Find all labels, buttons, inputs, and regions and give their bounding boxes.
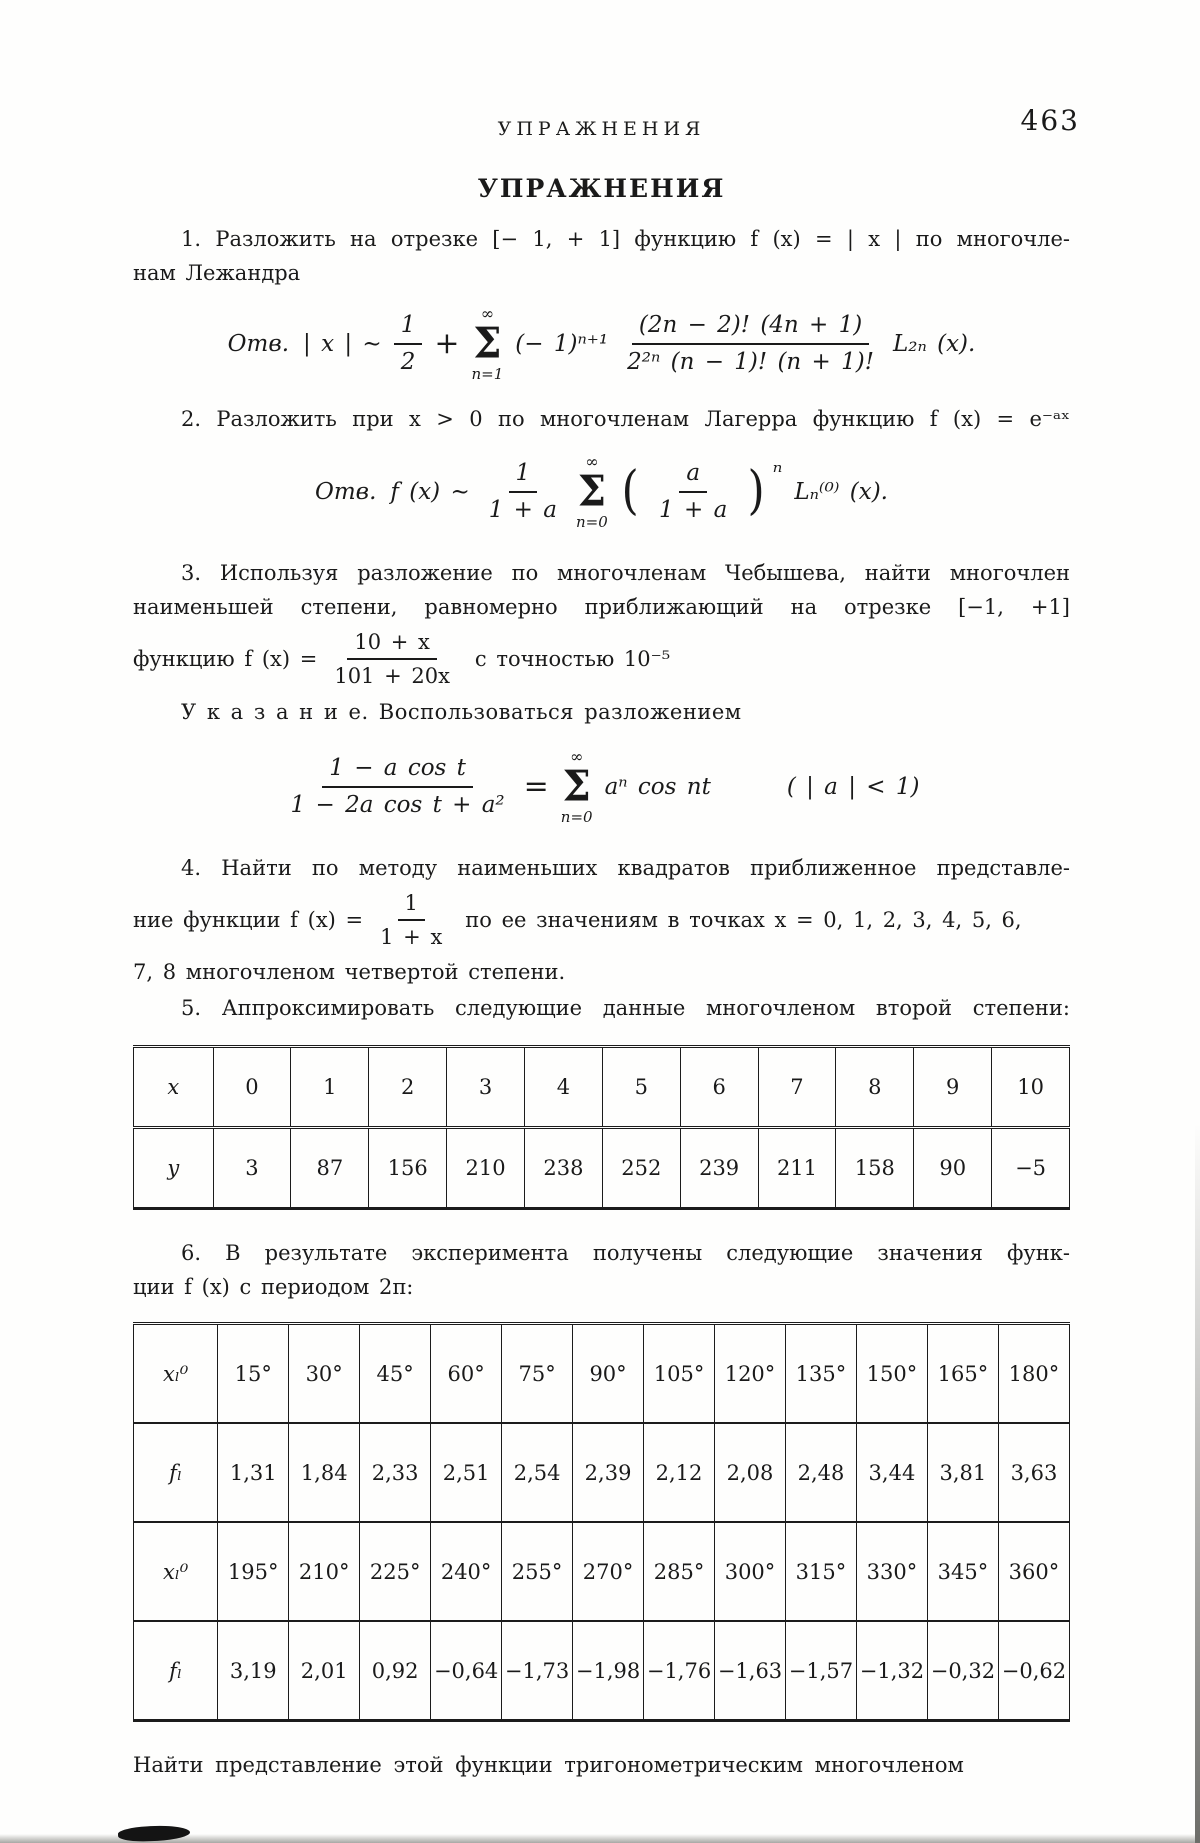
exercise-5-line-1: 5. Аппроксимировать следующие данные многочленом второй степени: — [181, 996, 1070, 1021]
table-cell: 2,01 — [289, 1621, 360, 1721]
exercise-2-line-1: 2. Разложить при x > 0 по многочленам Лагерра функцию f (x) = e⁻ᵃˣ — [181, 407, 1070, 431]
summation — [576, 454, 608, 530]
exercise-4-line-1: 4. Найти по методу наименьших квадратов приближенное представле- — [181, 855, 1070, 880]
table-cell: 6 — [680, 1047, 758, 1128]
table-cell: 45° — [360, 1324, 431, 1424]
table-cell: 345° — [927, 1522, 998, 1621]
table-cell: 210° — [289, 1522, 360, 1621]
table-cell: 60° — [431, 1324, 502, 1424]
section-title: УПРАЖНЕНИЯ — [477, 174, 726, 203]
table-row — [134, 1047, 1070, 1128]
table-cell: −0,62 — [998, 1621, 1069, 1721]
table-cell: 0,92 — [360, 1621, 431, 1721]
table-cell: 239 — [680, 1128, 758, 1209]
fraction-numerator: 1 — [509, 458, 538, 493]
fraction — [652, 458, 734, 526]
formula-lhs: f (x) ∼ — [390, 479, 470, 505]
table-cell: 180° — [998, 1324, 1069, 1424]
table-cell: −5 — [992, 1128, 1070, 1209]
table-row — [134, 1621, 1070, 1721]
sigma-symbol: Σ — [562, 761, 591, 811]
answer-label: Отв. — [315, 479, 377, 505]
table-cell: 2,39 — [573, 1423, 644, 1522]
row-label-cell: xₗ⁰ — [134, 1324, 218, 1424]
table-cell: 30° — [289, 1324, 360, 1424]
table-cell: 225° — [360, 1522, 431, 1621]
table-cell: 5 — [602, 1047, 680, 1128]
scan-artifact — [1195, 1123, 1200, 1843]
table-cell: 2 — [369, 1047, 447, 1128]
text-before-fraction: ние функции f (x) = — [133, 908, 364, 933]
table-cell: 3,81 — [927, 1423, 998, 1522]
fraction-numerator: a — [679, 458, 707, 493]
table-cell: 2,48 — [785, 1423, 856, 1522]
table-cell: 90 — [914, 1128, 992, 1209]
fraction — [620, 310, 881, 378]
exercise-6-line-1: 6. В результате эксперимента получены следующие значения функ- — [181, 1241, 1070, 1266]
exercise-3-line-1: 3. Используя разложение по многочленам Чебышева, найти многочлен — [181, 561, 1070, 585]
formula-condition: ( | a | < 1) — [786, 773, 920, 800]
table-cell: 90° — [573, 1324, 644, 1424]
table-cell: 285° — [644, 1522, 715, 1621]
table-cell: 2,54 — [502, 1423, 573, 1522]
table-cell: −0,64 — [431, 1621, 502, 1721]
left-paren: ( — [621, 461, 639, 522]
exercise-1-line-2: нам Лежандра — [133, 261, 301, 285]
table-cell: 135° — [785, 1324, 856, 1424]
table-cell: 150° — [856, 1324, 927, 1424]
table-cell: 195° — [218, 1522, 289, 1621]
exercise-3-line-2: наименьшей степени, равномерно приближающий на отрезке [−1, +1] — [133, 595, 1070, 619]
table-row — [134, 1423, 1070, 1522]
sum-upper-limit: ∞ — [570, 746, 584, 766]
table-cell: 4 — [524, 1047, 602, 1128]
formula-tail: L₂ₙ (x). — [892, 331, 976, 357]
formula-term: aⁿ cos nt — [604, 773, 711, 800]
formula-ex3 — [133, 746, 1070, 826]
table-cell: 158 — [836, 1128, 914, 1209]
table-cell: −1,57 — [785, 1621, 856, 1721]
sigma-symbol: Σ — [577, 466, 606, 517]
table-cell: 315° — [785, 1522, 856, 1621]
table-cell: 75° — [502, 1324, 573, 1424]
sigma-symbol: Σ — [473, 318, 502, 369]
table-cell: 87 — [291, 1128, 369, 1209]
table-cell: 330° — [856, 1522, 927, 1621]
table-cell: 1 — [291, 1047, 369, 1128]
formula-ex2 — [133, 454, 1070, 530]
exercise-1 — [133, 222, 1070, 290]
paren-exponent: ⁿ — [772, 458, 783, 486]
table-cell: 2,33 — [360, 1423, 431, 1522]
table-cell: 3,44 — [856, 1423, 927, 1522]
fraction-denominator: 2²ⁿ (n − 1)! (n + 1)! — [627, 349, 874, 375]
table-cell: 8 — [836, 1047, 914, 1128]
exercise-4-line-3: 7, 8 многочленом четвертой степени. — [133, 960, 566, 985]
table-cell: 360° — [998, 1522, 1069, 1621]
summation — [560, 746, 593, 826]
exercise-4 — [133, 851, 1070, 990]
fraction-denominator: 101 + 20x — [334, 664, 450, 689]
fraction-denominator: 1 + x — [380, 925, 443, 950]
fraction-numerator: 10 + x — [347, 628, 437, 660]
table-cell: 7 — [758, 1047, 836, 1128]
table-ex5 — [133, 1045, 1070, 1210]
table-cell: 120° — [715, 1324, 786, 1424]
table-row — [134, 1128, 1070, 1209]
table-cell: 211 — [758, 1128, 836, 1209]
exercise-6 — [133, 1236, 1070, 1304]
table-cell: 15° — [218, 1324, 289, 1424]
text-before-fraction: функцию f (x) = — [133, 647, 318, 672]
fraction-numerator: 1 − a cos t — [322, 753, 473, 788]
sum-upper-limit: ∞ — [480, 304, 495, 323]
table-row — [134, 1324, 1070, 1424]
answer-label: Отв. — [227, 331, 290, 357]
table-cell: 1,31 — [218, 1423, 289, 1522]
table-row — [134, 1522, 1070, 1621]
fraction-denominator: 1 + a — [488, 497, 557, 523]
table-cell: −1,76 — [644, 1621, 715, 1721]
table-cell: 300° — [715, 1522, 786, 1621]
table-cell: 2,51 — [431, 1423, 502, 1522]
text-after-fraction: с точностью 10⁻⁵ — [474, 647, 671, 672]
table-cell: 9 — [914, 1047, 992, 1128]
plus-operator: + — [434, 326, 460, 361]
table-cell: 210 — [447, 1128, 525, 1209]
exercise-6-line-2: ции f (x) с периодом 2π: — [133, 1275, 414, 1300]
table-cell: 240° — [431, 1522, 502, 1621]
table-cell: 10 — [992, 1047, 1070, 1128]
formula-tail: Lₙ⁽⁰⁾ (x). — [794, 479, 888, 505]
right-paren: ) — [747, 461, 766, 522]
text-after-fraction: по ее значениям в точках x = 0, 1, 2, 3, 4, 5, 6, — [465, 908, 1022, 933]
running-head — [133, 104, 1080, 146]
exercise-6-closing-text: Найти представление этой функции тригонометрическим многочленом — [133, 1753, 964, 1778]
fraction-numerator: (2n − 2)! (4n + 1) — [632, 310, 869, 345]
row-label-cell: fₗ — [134, 1621, 218, 1721]
table-cell: 2,08 — [715, 1423, 786, 1522]
fraction-denominator: 1 − 2a cos t + a² — [290, 791, 505, 818]
table-cell: 252 — [602, 1128, 680, 1209]
fraction-denominator: 2 — [400, 349, 416, 375]
table-cell: 1,84 — [289, 1423, 360, 1522]
table-cell: −0,32 — [927, 1621, 998, 1721]
row-label-cell: x — [134, 1047, 214, 1128]
exercise-3-line-3 — [133, 628, 1070, 691]
row-label-cell: fₗ — [134, 1423, 218, 1522]
table-cell: −1,63 — [715, 1621, 786, 1721]
fraction-numerator: 1 — [394, 310, 423, 345]
table-cell: −1,98 — [573, 1621, 644, 1721]
summation — [472, 306, 504, 382]
table-cell: −1,32 — [856, 1621, 927, 1721]
table-cell: 3,19 — [218, 1621, 289, 1721]
row-label-cell: xₗ⁰ — [134, 1522, 218, 1621]
running-head-title: УПРАЖНЕНИЯ — [497, 118, 706, 140]
table-ex6 — [133, 1322, 1070, 1722]
fraction — [482, 458, 564, 526]
row-label-cell: y — [134, 1128, 214, 1209]
exercise-3 — [133, 556, 1070, 729]
table-cell: 156 — [369, 1128, 447, 1209]
table-cell: 255° — [502, 1522, 573, 1621]
fraction — [284, 753, 512, 821]
fraction-denominator: 1 + a — [659, 497, 728, 523]
exercise-2 — [133, 402, 1070, 436]
exercise-5 — [133, 991, 1070, 1025]
exercise-3-hint: У к а з а н и е. Воспользоваться разложением — [181, 699, 742, 724]
sum-lower-limit: n=0 — [575, 513, 608, 531]
formula-lhs: | x | ∼ — [303, 331, 382, 357]
sum-upper-limit: ∞ — [585, 452, 599, 471]
table-cell: 3 — [447, 1047, 525, 1128]
table-cell: 270° — [573, 1522, 644, 1621]
page-number: 463 — [1020, 104, 1080, 137]
table-cell: 165° — [927, 1324, 998, 1424]
table-cell: 238 — [524, 1128, 602, 1209]
table-cell: 0 — [213, 1047, 291, 1128]
fraction-numerator: 1 — [398, 889, 425, 921]
table-cell: 3,63 — [998, 1423, 1069, 1522]
sum-lower-limit: n=0 — [560, 807, 593, 826]
table-cell: 105° — [644, 1324, 715, 1424]
table-cell: −1,73 — [502, 1621, 573, 1721]
formula-ex1 — [133, 306, 1070, 382]
table-cell: 2,12 — [644, 1423, 715, 1522]
table-cell: 3 — [213, 1128, 291, 1209]
fraction — [394, 310, 423, 378]
exercise-4-line-2 — [133, 889, 1070, 952]
fraction — [327, 628, 457, 691]
exercise-1-line-1: 1. Разложить на отрезке [− 1, + 1] функцию f (x) = | x | по многочле- — [181, 227, 1070, 251]
equals-operator: = — [523, 768, 549, 804]
formula-term: (− 1)ⁿ⁺¹ — [515, 331, 609, 357]
sum-lower-limit: n=1 — [471, 365, 504, 383]
fraction — [373, 889, 449, 952]
